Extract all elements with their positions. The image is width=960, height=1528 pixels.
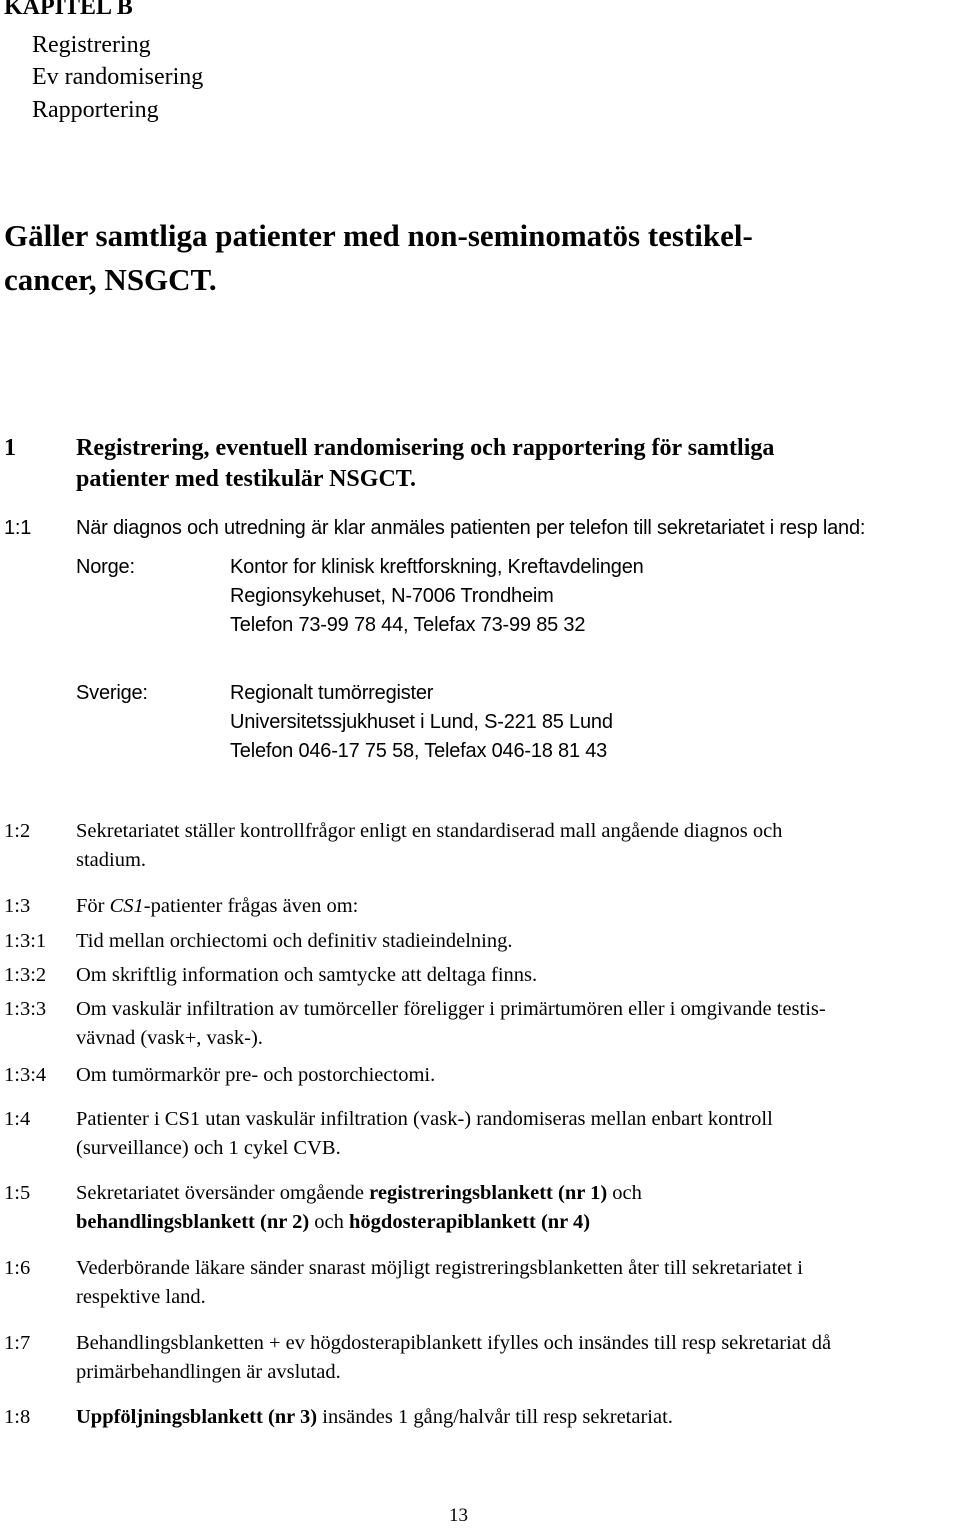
item-number: 1:3:3 (4, 998, 47, 1020)
main-heading-line2: cancer, NSGCT. (4, 262, 217, 297)
item-number: 1:8 (4, 1406, 31, 1428)
item-text-line2: stadium. (76, 849, 147, 871)
contact-line: Regionalt tumörregister (230, 682, 434, 704)
form-name-registrering: registreringsblankett (nr 1) (369, 1182, 608, 1204)
item-number: 1:1 (4, 517, 32, 539)
item-number: 1:3:1 (4, 930, 47, 952)
item-number: 1:3:4 (4, 1064, 47, 1086)
item-text: För CS1-patienter frågas även om: (76, 895, 359, 917)
chapter-item-randomisering: Ev randomisering (32, 64, 204, 90)
item-number: 1:3 (4, 895, 31, 917)
section-title-line1: Registrering, eventuell randomisering och rapportering för samtliga (76, 435, 775, 461)
item-number: 1:4 (4, 1108, 31, 1130)
item-text: När diagnos och utredning är klar anmäles patienten per telefon till sekretariatet i resp land: (76, 517, 866, 539)
section-number: 1 (4, 435, 16, 461)
item-text-line1: Patienter i CS1 utan vaskulär infiltration (vask-) randomiseras mellan enbart kontroll (76, 1108, 773, 1130)
item-text-line1: Om vaskulär infiltration av tumörceller föreligger i primärtumören eller i omgivande testis- (76, 998, 826, 1020)
item-number: 1:3:2 (4, 964, 47, 986)
contact-country-sverige: Sverige: (76, 682, 148, 704)
item-text-line2: vävnad (vask+, vask-). (76, 1027, 263, 1049)
item-number: 1:2 (4, 820, 31, 842)
chapter-item-registrering: Registrering (32, 32, 151, 58)
item-text-line2: primärbehandlingen är avslutad. (76, 1361, 341, 1383)
contact-line: Universitetssjukhuset i Lund, S-221 85 Lund (230, 711, 613, 733)
section-title-line2: patienter med testikulär NSGCT. (76, 466, 416, 492)
contact-country-norge: Norge: (76, 556, 135, 578)
item-text-line2: (surveillance) och 1 cykel CVB. (76, 1137, 341, 1159)
form-name-uppfoljning: Uppföljningsblankett (nr 3) (76, 1406, 318, 1428)
form-name-behandling: behandlingsblankett (nr 2) (76, 1211, 310, 1233)
item-text: Uppföljningsblankett (nr 3) insändes 1 gång/halvår till resp sekretariat. (76, 1406, 673, 1428)
item-text: Om skriftlig information och samtycke att deltaga finns. (76, 964, 538, 986)
item-text: Om tumörmarkör pre- och postorchiectomi. (76, 1064, 436, 1086)
item-number: 1:6 (4, 1257, 31, 1279)
contact-line: Kontor for klinisk kreftforskning, Kreftavdelingen (230, 556, 644, 578)
cs1-emphasis: CS1 (109, 895, 144, 917)
item-text: Tid mellan orchiectomi och definitiv stadieindelning. (76, 930, 513, 952)
item-text-line2: respektive land. (76, 1286, 206, 1308)
contact-line: Regionsykehuset, N-7006 Trondheim (230, 585, 554, 607)
main-heading-line1: Gäller samtliga patienter med non-seminomatös testikel- (4, 218, 753, 253)
chapter-title: KAPITEL B (4, 0, 133, 20)
item-number: 1:5 (4, 1182, 31, 1204)
form-name-hogdosterapi: högdosterapiblankett (nr 4) (349, 1211, 591, 1233)
item-number: 1:7 (4, 1332, 31, 1354)
item-text-line1: Behandlingsblanketten + ev högdosterapiblankett ifylles och insändes till resp sekretariat då (76, 1332, 832, 1354)
contact-line: Telefon 73-99 78 44, Telefax 73-99 85 32 (230, 614, 586, 636)
chapter-item-rapportering: Rapportering (32, 97, 159, 123)
item-text-line1: Sekretariatet översänder omgående registreringsblankett (nr 1) och (76, 1182, 642, 1204)
contact-line: Telefon 046-17 75 58, Telefax 046-18 81 43 (230, 740, 608, 762)
item-text-line1: Vederbörande läkare sänder snarast möjligt registreringsblanketten åter till sekretariatet i (76, 1257, 803, 1279)
page-number: 13 (449, 1505, 468, 1526)
item-text-line2: behandlingsblankett (nr 2) och högdosterapiblankett (nr 4) (76, 1211, 591, 1233)
item-text-line1: Sekretariatet ställer kontrollfrågor enligt en standardiserad mall angående diagnos och (76, 820, 783, 842)
